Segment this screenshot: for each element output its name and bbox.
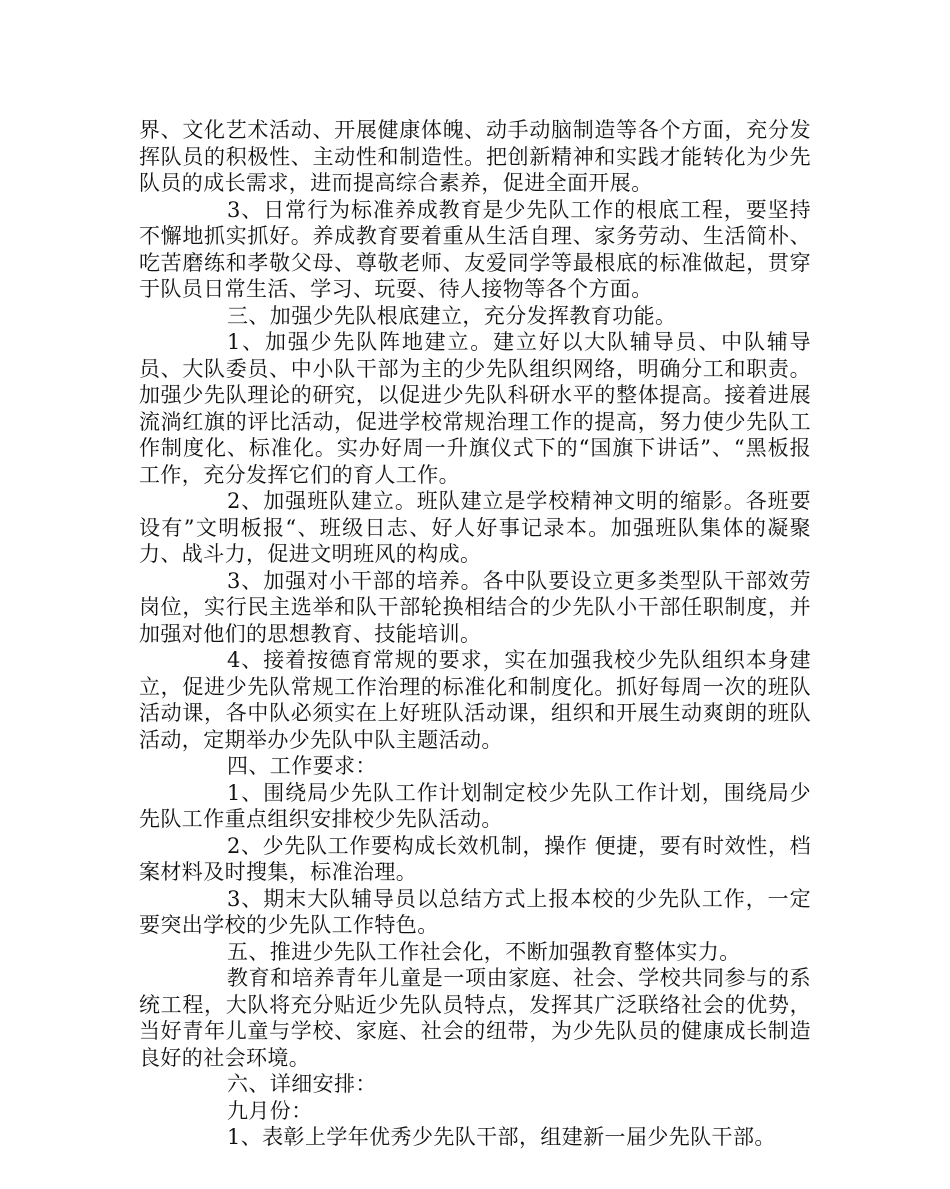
paragraph-6: 3、加强对小干部的培养。各中队要设立更多类型队干部效劳岗位，实行民主选举和队干部轮换相结合的少先队小干部任职制度，并加强对他们的思想教育、技能培训。 bbox=[139, 568, 811, 646]
paragraph-7: 4、接着按德育常规的要求，实在加强我校少先队组织本身建立，促进少先队常规工作治理的标准化和制度化。抓好每周一次的班队活动课，各中队必须实在上好班队活动课，组织和开展生动爽朗的班队活动，定期举办少先队中队主题活动。 bbox=[139, 648, 811, 752]
paragraph-10: 2、少先队工作要构成长效机制，操作 便捷，要有时效性，档案材料及时搜集，标准治理。 bbox=[139, 833, 811, 884]
paragraph-4: 1、加强少先队阵地建立。建立好以大队辅导员、中队辅导员、大队委员、中小队干部为主的少先队组织网络，明确分工和职责。加强少先队理论的研究，以促进少先队科研水平的整体提高。接着进展流淌红旗的评比活动，促进学校常规治理工作的提高，努力使少先队工作制度化、标准化。实办好周一升旗仪式下的“国旗下讲话”、“黑板报工作，充分发挥它们的育人工作。 bbox=[139, 330, 811, 487]
month-label-september: 九月份： bbox=[227, 1098, 313, 1123]
paragraph-16: 1、表彰上学年优秀少先队干部，组建新一届少先队干部。 bbox=[227, 1125, 776, 1149]
document-body bbox=[139, 117, 811, 1151]
section-heading-4: 四、工作要求： bbox=[227, 754, 377, 778]
section-heading-3: 三、加强少先队根底建立，充分发挥教育功能。 bbox=[227, 303, 677, 328]
section-heading-6: 六、详细安排： bbox=[227, 1072, 377, 1096]
section-heading-5: 五、推进少先队工作社会化，不断加强教育整体实力。 bbox=[227, 939, 741, 964]
paragraph-5: 2、加强班队建立。班队建立是学校精神文明的缩影。各班要设有”文明板报“、班级日志、好人好事记录本。加强班队集体的凝聚力、战斗力，促进文明班风的构成。 bbox=[139, 489, 811, 566]
paragraph-9: 1、围绕局少先队工作计划制定校少先队工作计划，围绕局少先队工作重点组织安排校少先队活动。 bbox=[139, 780, 811, 831]
paragraph-11: 3、期末大队辅导员以总结方式上报本校的少先队工作，一定要突出学校的少先队工作特色。 bbox=[139, 886, 811, 937]
paragraph-1: 界、文化艺术活动、开展健康体魄、动手动脑制造等各个方面，充分发挥队员的积极性、主动性和制造性。把创新精神和实践才能转化为少先队员的成长需求，进而提高综合素养，促进全面开展。 bbox=[139, 118, 811, 195]
paragraph-13: 教育和培养青年儿童是一项由家庭、社会、学校共同参与的系统工程，大队将充分贴近少先队员特点，发挥其广泛联络社会的优势，当好青年儿童与学校、家庭、社会的纽带，为少先队员的健康成长制造良好的社会环境。 bbox=[139, 966, 811, 1070]
paragraph-2: 3、日常行为标准养成教育是少先队工作的根底工程，要坚持不懈地抓实抓好。养成教育要着重从生活自理、家务劳动、生活简朴、吃苦磨练和孝敬父母、尊敬老师、友爱同学等最根底的标准做起，贯穿于队员日常生活、学习、玩耍、待人接物等各个方面。 bbox=[139, 197, 811, 301]
